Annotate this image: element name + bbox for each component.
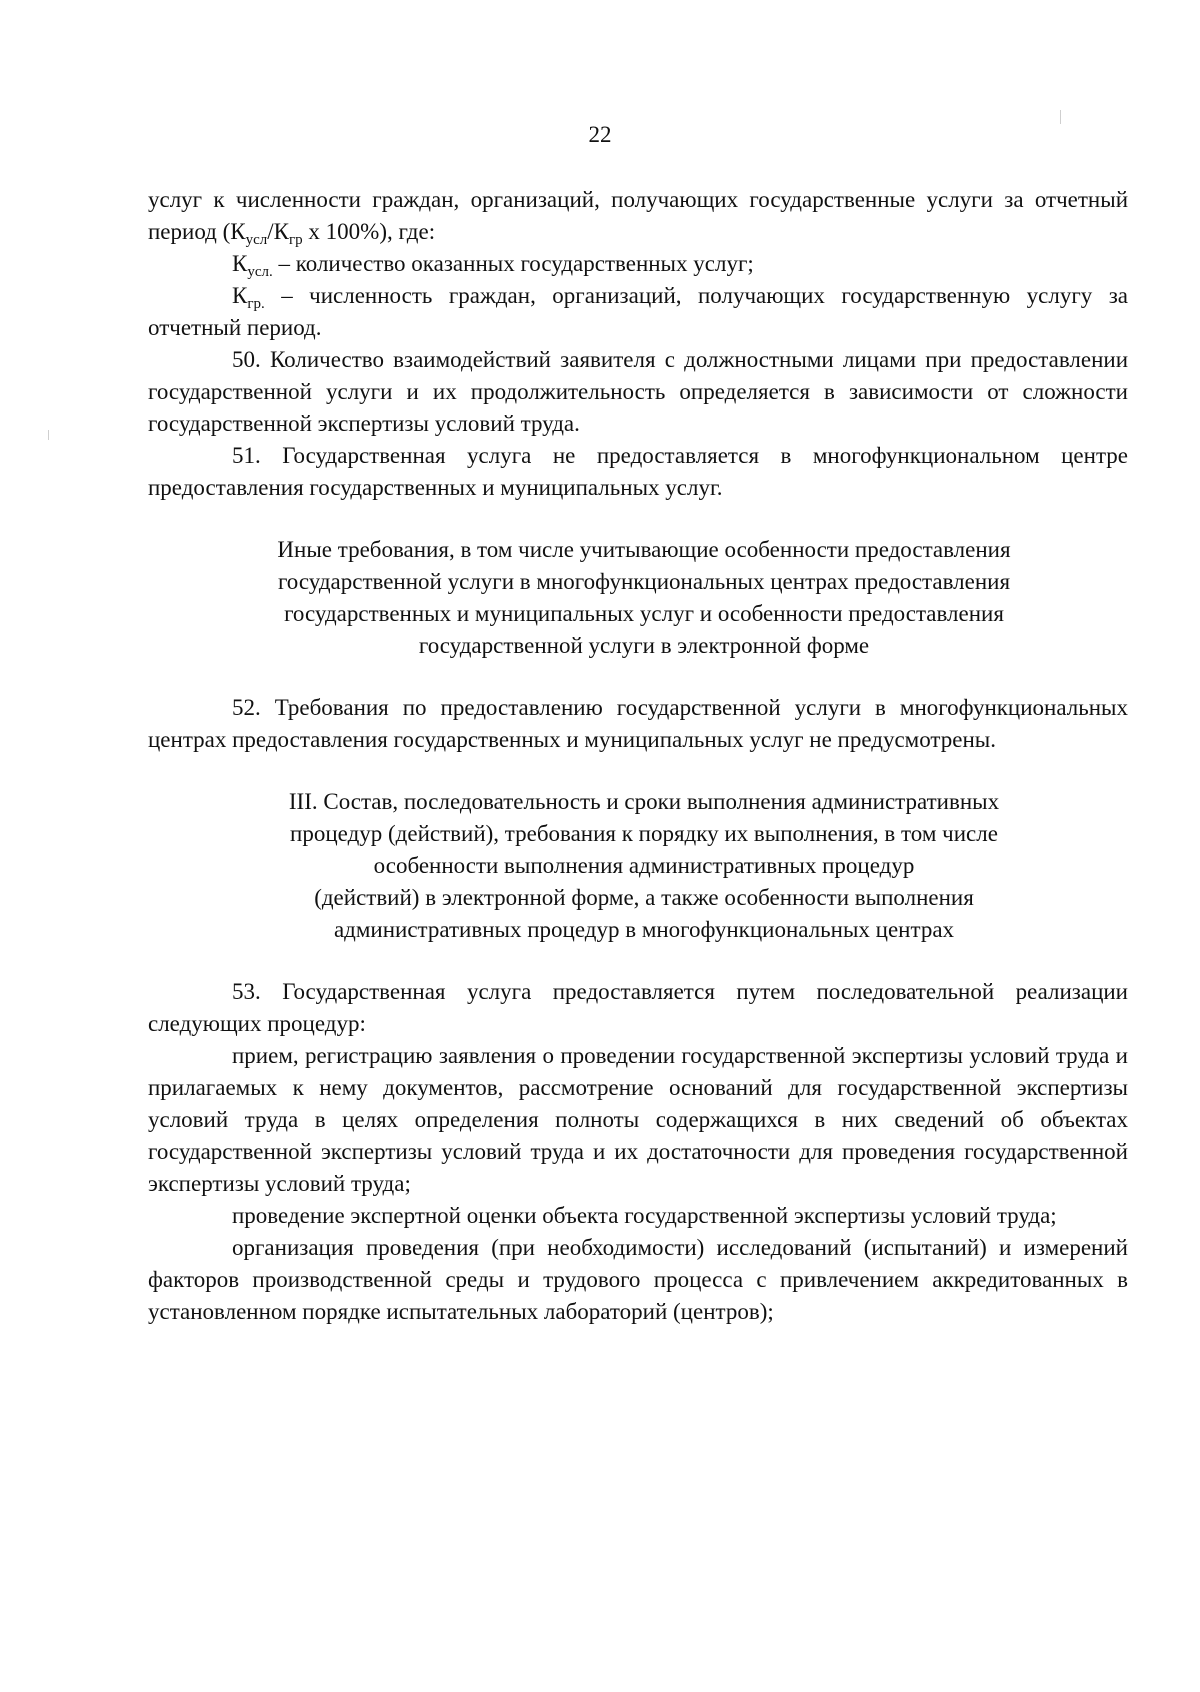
definition-k-gr	[148, 280, 1128, 344]
paragraph-text: х 100%), где:	[302, 219, 436, 244]
subscript: гр.	[247, 296, 265, 312]
paragraph-50: 50. Количество взаимодействий заявителя с должностными лицами при предоставлении государственной услуги и их продолжительность определяется в зависимости от сложности государственной экспертизы условий труда.	[148, 347, 1128, 436]
section-heading-iii	[148, 786, 1128, 946]
definition-text: – количество оказанных государственных услуг;	[272, 251, 754, 276]
spacer	[148, 946, 1128, 976]
heading-line: III. Состав, последовательность и сроки выполнения административных	[288, 789, 1000, 814]
document-body	[148, 184, 1128, 1328]
definition-text: – численность граждан, организаций, получающих государственную услугу за отчетный период.	[148, 283, 1128, 340]
symbol: К	[232, 251, 248, 276]
scan-artifact	[1060, 110, 1061, 124]
spacer	[148, 756, 1128, 786]
heading-line: (действий) в электронной форме, а также особенности выполнения	[314, 885, 974, 910]
paragraph-53: 53. Государственная услуга предоставляется путем последовательной реализации следующих процедур:	[148, 979, 1128, 1036]
heading-line: государственной услуги в электронной форме	[418, 633, 870, 658]
paragraph-51: 51. Государственная услуга не предоставляется в многофункциональном центре предоставления государственных и муниципальных услуг.	[148, 443, 1128, 500]
definition-k-usl	[148, 248, 1128, 280]
scan-artifact	[48, 430, 49, 440]
subscript: усл.	[247, 264, 273, 280]
heading-line: государственной услуги в многофункциональных центрах предоставления	[277, 569, 1011, 594]
paragraph-text: услуг к численности граждан, организаций, получающих государственные услуги за отчетный период (К	[148, 187, 1128, 244]
heading-line: государственных и муниципальных услуг и особенности предоставления	[284, 601, 1004, 626]
procedure-item: проведение экспертной оценки объекта государственной экспертизы условий труда;	[232, 1203, 1057, 1228]
subscript: гр	[289, 232, 303, 248]
section-heading-other-requirements	[148, 534, 1128, 662]
page-number: 22	[588, 122, 612, 147]
heading-line: Иные требования, в том числе учитывающие особенности предоставления	[277, 537, 1011, 562]
symbol: К	[232, 283, 248, 308]
paragraph-continuation	[148, 184, 1128, 248]
paragraph-52: 52. Требования по предоставлению государственной услуги в многофункциональных центрах предоставления государственных и муниципальных услуг не предусмотрены.	[148, 695, 1128, 752]
heading-line: особенности выполнения административных процедур	[373, 853, 915, 878]
heading-line: административных процедур в многофункциональных центрах	[333, 917, 955, 942]
subscript: усл	[245, 232, 268, 248]
spacer	[148, 662, 1128, 692]
procedure-item: прием, регистрацию заявления о проведении государственной экспертизы условий труда и прилагаемых к нему документов, рассмотрение оснований для государственной экспертизы условий труда в целях определения полноты содержащихся в них сведений об объектах государственной экспертизы условий труда и их достаточности для проведения государственной экспертизы условий труда;	[148, 1043, 1128, 1196]
paragraph-text: /К	[267, 219, 290, 244]
procedure-item: организация проведения (при необходимости) исследований (испытаний) и измерений факторов производственной среды и трудового процесса с привлечением аккредитованных в установленном порядке испытательных лабораторий (центров);	[148, 1235, 1128, 1324]
spacer	[148, 504, 1128, 534]
heading-line: процедур (действий), требования к порядку их выполнения, в том числе	[290, 821, 998, 846]
